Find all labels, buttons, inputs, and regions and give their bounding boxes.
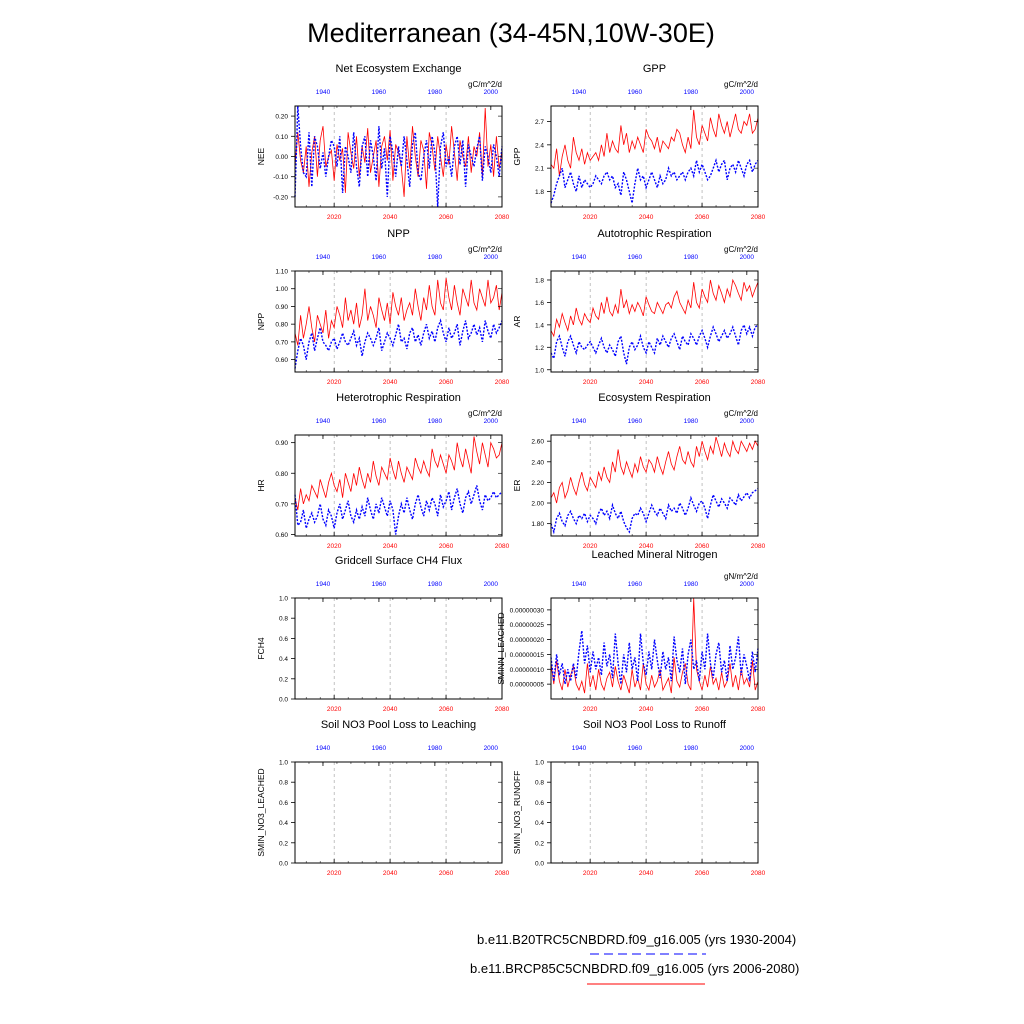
x-tick-label-top: 1960	[627, 254, 643, 261]
plot-frame	[551, 271, 758, 372]
x-tick-label-bottom: 2080	[494, 214, 510, 221]
x-tick-label-top: 1960	[371, 89, 387, 96]
x-tick-label-bottom: 2080	[750, 870, 766, 877]
plot-frame	[551, 106, 758, 207]
y-axis-label: SMIN_NO3_RUNOFF	[512, 770, 522, 855]
y-tick-label: -0.20	[273, 194, 288, 202]
chart-title: NPP	[387, 228, 410, 240]
series-future-line	[551, 110, 758, 176]
x-tick-label-top: 2000	[483, 418, 499, 425]
x-tick-label-top: 1980	[683, 89, 699, 96]
x-tick-label-top: 1960	[371, 418, 387, 425]
x-tick-label-top: 1940	[571, 89, 587, 96]
y-tick-label: 2.00	[531, 500, 544, 508]
chart-panel-6	[256, 555, 510, 713]
chart-title: Autotrophic Respiration	[597, 228, 712, 240]
series-future-line	[295, 437, 502, 511]
y-tick-label: 0.4	[278, 656, 288, 664]
x-tick-label-top: 2000	[739, 89, 755, 96]
chart-panel-0	[256, 63, 510, 221]
x-tick-label-top: 1960	[371, 745, 387, 752]
x-tick-label-top: 2000	[739, 254, 755, 261]
x-tick-label-top: 2000	[483, 581, 499, 588]
y-tick-label: 0.70	[275, 339, 288, 347]
x-tick-label-bottom: 2060	[694, 543, 710, 550]
y-tick-label: 0.4	[534, 820, 544, 828]
y-tick-label: 2.20	[531, 479, 544, 487]
x-tick-label-top: 2000	[739, 745, 755, 752]
x-tick-label-top: 1980	[427, 745, 443, 752]
x-tick-label-bottom: 2040	[382, 543, 398, 550]
series-hist-line	[551, 631, 758, 684]
y-axis-label: SMINN_LEACHED	[496, 612, 506, 685]
y-tick-label: 0.00	[275, 154, 288, 161]
x-tick-label-bottom: 2020	[582, 214, 598, 221]
chart-panel-1	[512, 63, 766, 221]
x-tick-label-bottom: 2020	[582, 870, 598, 877]
plot-frame	[295, 762, 502, 863]
x-tick-label-top: 1940	[571, 254, 587, 261]
y-tick-label: 0.6	[278, 799, 288, 807]
x-tick-label-bottom: 2080	[750, 214, 766, 221]
x-tick-label-bottom: 2040	[638, 706, 654, 713]
x-tick-label-top: 1980	[427, 254, 443, 261]
y-tick-label: 0.00000005	[509, 681, 544, 689]
chart-title: GPP	[642, 63, 667, 75]
y-tick-label: 0.80	[275, 470, 288, 478]
x-tick-label-bottom: 2060	[438, 706, 454, 713]
y-tick-label: 1.8	[534, 277, 544, 285]
y-tick-label: 0.00000010	[509, 666, 544, 674]
x-tick-label-top: 1960	[627, 581, 643, 588]
series-hist-line	[551, 489, 758, 532]
x-tick-label-top: 1960	[627, 418, 643, 425]
series-future-line	[295, 278, 502, 345]
y-tick-label: -0.10	[273, 174, 288, 182]
plot-frame	[551, 762, 758, 863]
chart-units: gC/m^2/d	[724, 80, 758, 89]
x-tick-label-bottom: 2080	[750, 706, 766, 713]
y-tick-label: 0.90	[275, 440, 288, 448]
chart-units: gC/m^2/d	[724, 409, 758, 418]
x-tick-label-bottom: 2020	[326, 543, 342, 550]
x-tick-label-top: 1960	[371, 581, 387, 588]
y-tick-label: 1.4	[534, 322, 544, 330]
x-tick-label-top: 2000	[739, 581, 755, 588]
x-tick-label-top: 1940	[571, 581, 587, 588]
plot-frame	[295, 598, 502, 699]
x-tick-label-top: 1980	[427, 89, 443, 96]
y-tick-label: 0.00000020	[509, 637, 544, 645]
x-tick-label-bottom: 2060	[438, 870, 454, 877]
y-tick-label: 0.0	[534, 860, 544, 868]
x-tick-label-bottom: 2080	[494, 706, 510, 713]
x-tick-label-bottom: 2040	[382, 706, 398, 713]
x-tick-label-bottom: 2020	[326, 379, 342, 386]
y-tick-label: 1.2	[534, 344, 544, 352]
y-tick-label: 0.6	[534, 799, 544, 807]
y-axis-label: ER	[512, 479, 522, 492]
chart-title: Heterotrophic Respiration	[336, 392, 461, 404]
y-tick-label: 1.00	[275, 286, 288, 294]
series-future-line	[551, 437, 758, 503]
x-tick-label-bottom: 2040	[638, 543, 654, 550]
y-tick-label: 0.8	[278, 779, 288, 787]
chart-units: gC/m^2/d	[468, 409, 502, 418]
y-tick-label: 2.7	[534, 119, 544, 127]
series-hist-line	[551, 325, 758, 364]
y-tick-label: 0.00000025	[509, 622, 544, 630]
y-tick-label: 0.6	[278, 635, 288, 643]
x-tick-label-top: 1980	[427, 581, 443, 588]
y-tick-label: 0.2	[278, 840, 288, 848]
x-tick-label-top: 1960	[627, 89, 643, 96]
y-tick-label: 0.0	[278, 860, 288, 868]
y-tick-label: 1.0	[534, 367, 544, 375]
chart-panel-8	[256, 719, 510, 877]
plot-frame	[295, 106, 502, 207]
x-tick-label-bottom: 2080	[494, 379, 510, 386]
x-tick-label-bottom: 2060	[438, 543, 454, 550]
series-hist-line	[295, 321, 502, 369]
legend-hist-label: b.e11.B20TRC5CNBDRD.f09_g16.005 (yrs 1930-2004)	[477, 932, 797, 947]
x-tick-label-top: 2000	[483, 89, 499, 96]
x-tick-label-top: 1960	[371, 254, 387, 261]
x-tick-label-top: 1940	[315, 745, 331, 752]
x-tick-label-bottom: 2040	[382, 214, 398, 221]
x-tick-label-bottom: 2020	[582, 543, 598, 550]
y-tick-label: 0.8	[534, 779, 544, 787]
x-tick-label-bottom: 2040	[638, 379, 654, 386]
x-tick-label-bottom: 2040	[382, 870, 398, 877]
x-tick-label-top: 2000	[483, 254, 499, 261]
y-tick-label: 0.0	[278, 696, 288, 704]
chart-panel-3	[512, 228, 766, 386]
x-tick-label-top: 1980	[683, 745, 699, 752]
chart-panel-9	[512, 719, 766, 877]
y-tick-label: 2.60	[531, 438, 544, 446]
x-tick-label-bottom: 2080	[750, 543, 766, 550]
y-tick-label: 2.4	[534, 142, 544, 150]
y-tick-label: 0.4	[278, 820, 288, 828]
y-tick-label: 1.80	[531, 521, 544, 529]
chart-panel-7	[496, 549, 766, 713]
y-tick-label: 0.80	[275, 321, 288, 329]
x-tick-label-bottom: 2060	[438, 379, 454, 386]
x-tick-label-top: 1980	[683, 581, 699, 588]
x-tick-label-top: 1940	[571, 745, 587, 752]
y-tick-label: 0.70	[275, 501, 288, 509]
x-tick-label-bottom: 2060	[694, 870, 710, 877]
chart-title: Soil NO3 Pool Loss to Runoff	[583, 719, 726, 731]
y-axis-label: NPP	[256, 312, 266, 331]
x-tick-label-top: 1940	[315, 418, 331, 425]
page-title: Mediterranean (34-45N,10W-30E)	[307, 18, 715, 48]
series-hist-line	[551, 160, 758, 203]
y-axis-label: HR	[256, 479, 266, 492]
y-tick-label: 0.90	[275, 303, 288, 311]
y-tick-label: 0.8	[278, 615, 288, 623]
chart-units: gC/m^2/d	[724, 245, 758, 254]
x-tick-label-top: 1960	[627, 745, 643, 752]
y-tick-label: 0.60	[275, 357, 288, 365]
series-future-line	[551, 280, 758, 336]
x-tick-label-bottom: 2060	[694, 706, 710, 713]
series-hist-line	[295, 106, 502, 207]
chart-title: Net Ecosystem Exchange	[335, 63, 462, 75]
x-tick-label-bottom: 2040	[638, 214, 654, 221]
x-tick-label-top: 2000	[483, 745, 499, 752]
chart-units: gC/m^2/d	[468, 245, 502, 254]
x-tick-label-top: 1940	[315, 581, 331, 588]
y-tick-label: 1.6	[534, 299, 544, 307]
chart-title: Ecosystem Respiration	[598, 392, 711, 404]
x-tick-label-bottom: 2020	[582, 706, 598, 713]
x-tick-label-top: 1940	[315, 254, 331, 261]
y-tick-label: 0.10	[275, 133, 288, 141]
legend-future-label: b.e11.BRCP85C5CNBDRD.f09_g16.005 (yrs 2006-2080)	[470, 961, 800, 976]
x-tick-label-top: 1980	[683, 418, 699, 425]
x-tick-label-top: 1940	[571, 418, 587, 425]
y-tick-label: 0.2	[534, 840, 544, 848]
y-axis-label: SMIN_NO3_LEACHED	[256, 768, 266, 857]
chart-units: gN/m^2/d	[724, 572, 758, 581]
x-tick-label-top: 1980	[683, 254, 699, 261]
chart-title: Soil NO3 Pool Loss to Leaching	[320, 719, 477, 731]
y-axis-label: FCH4	[256, 637, 266, 660]
series-hist-line	[295, 486, 502, 535]
x-tick-label-bottom: 2020	[326, 214, 342, 221]
x-tick-label-top: 1980	[427, 418, 443, 425]
y-tick-label: 1.0	[278, 595, 288, 603]
chart-panel-5	[512, 392, 766, 550]
x-tick-label-bottom: 2080	[750, 379, 766, 386]
y-tick-label: 1.8	[534, 188, 544, 196]
y-tick-label: 0.00000015	[509, 651, 544, 659]
y-tick-label: 1.0	[534, 759, 544, 767]
chart-units: gC/m^2/d	[468, 80, 502, 89]
x-tick-label-bottom: 2060	[694, 214, 710, 221]
y-axis-label: AR	[512, 315, 522, 328]
y-tick-label: 0.60	[275, 531, 288, 539]
x-tick-label-bottom: 2020	[582, 379, 598, 386]
x-tick-label-bottom: 2080	[494, 543, 510, 550]
y-tick-label: 1.10	[275, 268, 288, 276]
y-axis-label: GPP	[512, 147, 522, 166]
chart-panel-4	[256, 392, 510, 550]
chart-title: Leached Mineral Nitrogen	[591, 549, 718, 561]
y-axis-label: NEE	[256, 147, 266, 166]
x-tick-label-bottom: 2060	[694, 379, 710, 386]
x-tick-label-bottom: 2020	[326, 706, 342, 713]
plot-frame	[295, 271, 502, 372]
y-tick-label: 2.40	[531, 459, 544, 467]
y-tick-label: 0.2	[278, 676, 288, 684]
x-tick-label-top: 1940	[315, 89, 331, 96]
x-tick-label-bottom: 2020	[326, 870, 342, 877]
y-tick-label: 0.20	[275, 113, 288, 121]
x-tick-label-bottom: 2040	[638, 870, 654, 877]
x-tick-label-bottom: 2040	[382, 379, 398, 386]
x-tick-label-bottom: 2060	[438, 214, 454, 221]
y-tick-label: 1.0	[278, 759, 288, 767]
chart-title: Gridcell Surface CH4 Flux	[334, 555, 463, 567]
x-tick-label-bottom: 2080	[494, 870, 510, 877]
y-tick-label: 2.1	[534, 165, 544, 173]
y-tick-label: 0.00000030	[509, 607, 544, 615]
x-tick-label-top: 2000	[739, 418, 755, 425]
chart-panel-2	[256, 228, 510, 386]
